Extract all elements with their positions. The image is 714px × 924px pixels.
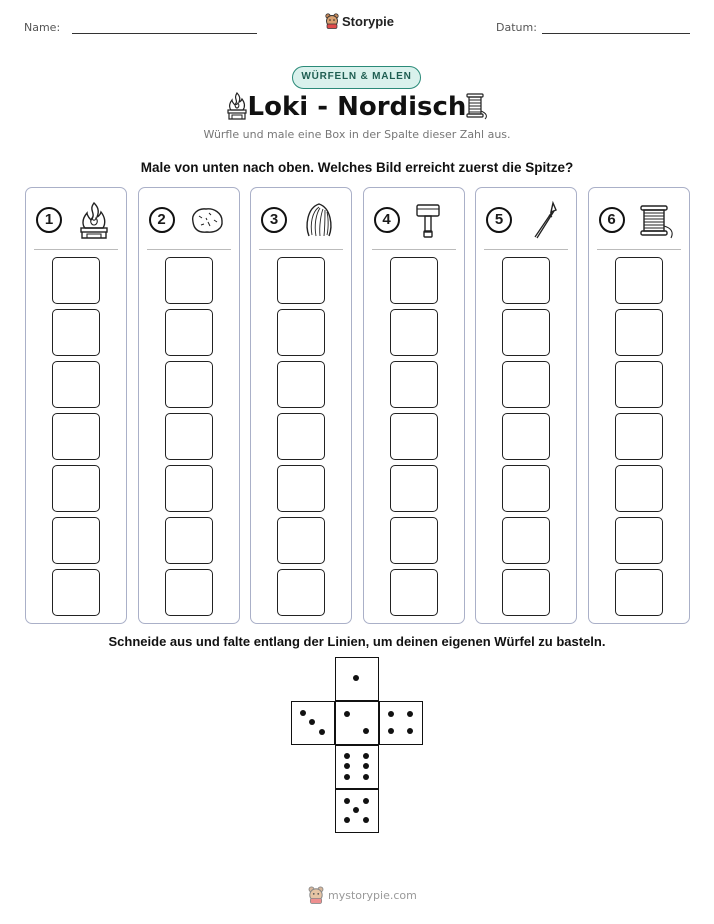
pip xyxy=(344,753,350,759)
dice-columns xyxy=(25,187,690,624)
color-box[interactable] xyxy=(165,517,213,564)
column-divider xyxy=(484,249,568,250)
color-box[interactable] xyxy=(390,517,438,564)
column-header xyxy=(364,188,464,250)
pip xyxy=(363,798,369,804)
column-header xyxy=(589,188,689,250)
column-number: 2 xyxy=(149,207,175,233)
pip xyxy=(363,817,369,823)
color-box[interactable] xyxy=(615,569,663,616)
column-header xyxy=(139,188,239,250)
color-box[interactable] xyxy=(390,569,438,616)
color-box[interactable] xyxy=(165,257,213,304)
pip xyxy=(319,729,325,735)
pip xyxy=(344,817,350,823)
color-box[interactable] xyxy=(615,257,663,304)
die-face-2 xyxy=(335,701,379,745)
column-6 xyxy=(588,187,690,624)
color-box[interactable] xyxy=(277,309,325,356)
name-line xyxy=(72,33,257,34)
footer-url[interactable]: mystorypie.com xyxy=(328,888,417,902)
hair-icon xyxy=(299,200,339,240)
color-box[interactable] xyxy=(615,361,663,408)
pip xyxy=(363,763,369,769)
bear-mascot-icon xyxy=(308,886,324,904)
color-box[interactable] xyxy=(277,517,325,564)
color-box[interactable] xyxy=(390,413,438,460)
color-box[interactable] xyxy=(502,465,550,512)
color-box[interactable] xyxy=(390,361,438,408)
color-box[interactable] xyxy=(277,465,325,512)
column-1 xyxy=(25,187,127,624)
color-box[interactable] xyxy=(502,517,550,564)
pip xyxy=(388,728,394,734)
color-box[interactable] xyxy=(390,465,438,512)
color-box[interactable] xyxy=(52,257,100,304)
bear-mascot-icon xyxy=(325,13,339,29)
pip xyxy=(388,711,394,717)
color-box[interactable] xyxy=(277,361,325,408)
page-title: Loki - Nordisch xyxy=(247,92,467,122)
subtitle: Würfle und male eine Box in der Spalte dieser Zahl aus. xyxy=(203,128,511,141)
color-box[interactable] xyxy=(52,465,100,512)
color-box[interactable] xyxy=(390,257,438,304)
color-box[interactable] xyxy=(502,257,550,304)
column-number: 5 xyxy=(486,207,512,233)
column-divider xyxy=(34,249,118,250)
color-box[interactable] xyxy=(277,569,325,616)
die-face-3 xyxy=(291,701,335,745)
color-box[interactable] xyxy=(165,309,213,356)
color-box[interactable] xyxy=(615,465,663,512)
die-face-6 xyxy=(335,745,379,789)
spear-icon xyxy=(524,200,564,240)
cut-instruction: Schneide aus und falte entlang der Linien, um deinen eigenen Würfel zu basteln. xyxy=(108,634,606,649)
color-box[interactable] xyxy=(52,569,100,616)
brand-logo xyxy=(325,13,394,29)
column-5 xyxy=(475,187,577,624)
color-box[interactable] xyxy=(165,465,213,512)
pip xyxy=(344,774,350,780)
date-label: Datum: xyxy=(496,21,537,34)
pip xyxy=(344,711,350,717)
color-box[interactable] xyxy=(52,517,100,564)
pip xyxy=(309,719,315,725)
thread-spool-icon xyxy=(637,200,677,240)
pip xyxy=(363,728,369,734)
column-header xyxy=(26,188,126,250)
pip xyxy=(363,774,369,780)
color-box[interactable] xyxy=(52,361,100,408)
color-box[interactable] xyxy=(502,309,550,356)
color-box[interactable] xyxy=(615,309,663,356)
column-4 xyxy=(363,187,465,624)
color-box[interactable] xyxy=(277,413,325,460)
footer xyxy=(308,886,417,904)
color-box[interactable] xyxy=(615,517,663,564)
column-divider xyxy=(147,249,231,250)
pip xyxy=(363,753,369,759)
name-label: Name: xyxy=(24,21,61,34)
color-box[interactable] xyxy=(502,413,550,460)
color-box[interactable] xyxy=(615,413,663,460)
die-face-5 xyxy=(335,789,379,833)
color-box[interactable] xyxy=(502,569,550,616)
column-number: 4 xyxy=(374,207,400,233)
pip xyxy=(353,675,359,681)
column-3 xyxy=(250,187,352,624)
header-bar xyxy=(0,0,714,44)
die-face-4 xyxy=(379,701,423,745)
color-box[interactable] xyxy=(165,569,213,616)
category-tag: WÜRFELN & MALEN xyxy=(292,66,421,89)
pip xyxy=(344,798,350,804)
color-box[interactable] xyxy=(390,309,438,356)
column-header xyxy=(476,188,576,250)
color-box[interactable] xyxy=(502,361,550,408)
column-2 xyxy=(138,187,240,624)
pip xyxy=(353,807,359,813)
hammer-icon xyxy=(412,200,452,240)
column-divider xyxy=(597,249,681,250)
color-box[interactable] xyxy=(52,309,100,356)
fire-icon xyxy=(74,200,114,240)
color-box[interactable] xyxy=(52,413,100,460)
brand-name: Storypie xyxy=(342,13,395,29)
color-box[interactable] xyxy=(165,413,213,460)
pip xyxy=(344,763,350,769)
instruction-text: Male von unten nach oben. Welches Bild erreicht zuerst die Spitze? xyxy=(140,160,574,175)
pip xyxy=(300,710,306,716)
pip xyxy=(407,728,413,734)
column-number: 3 xyxy=(261,207,287,233)
stone-icon xyxy=(187,200,227,240)
column-number: 1 xyxy=(36,207,62,233)
pip xyxy=(407,711,413,717)
die-face-1 xyxy=(335,657,379,701)
color-box[interactable] xyxy=(277,257,325,304)
color-box[interactable] xyxy=(165,361,213,408)
thread-spool-icon xyxy=(464,91,490,121)
column-divider xyxy=(259,249,343,250)
column-number: 6 xyxy=(599,207,625,233)
column-header xyxy=(251,188,351,250)
date-line xyxy=(542,33,690,34)
column-divider xyxy=(372,249,456,250)
